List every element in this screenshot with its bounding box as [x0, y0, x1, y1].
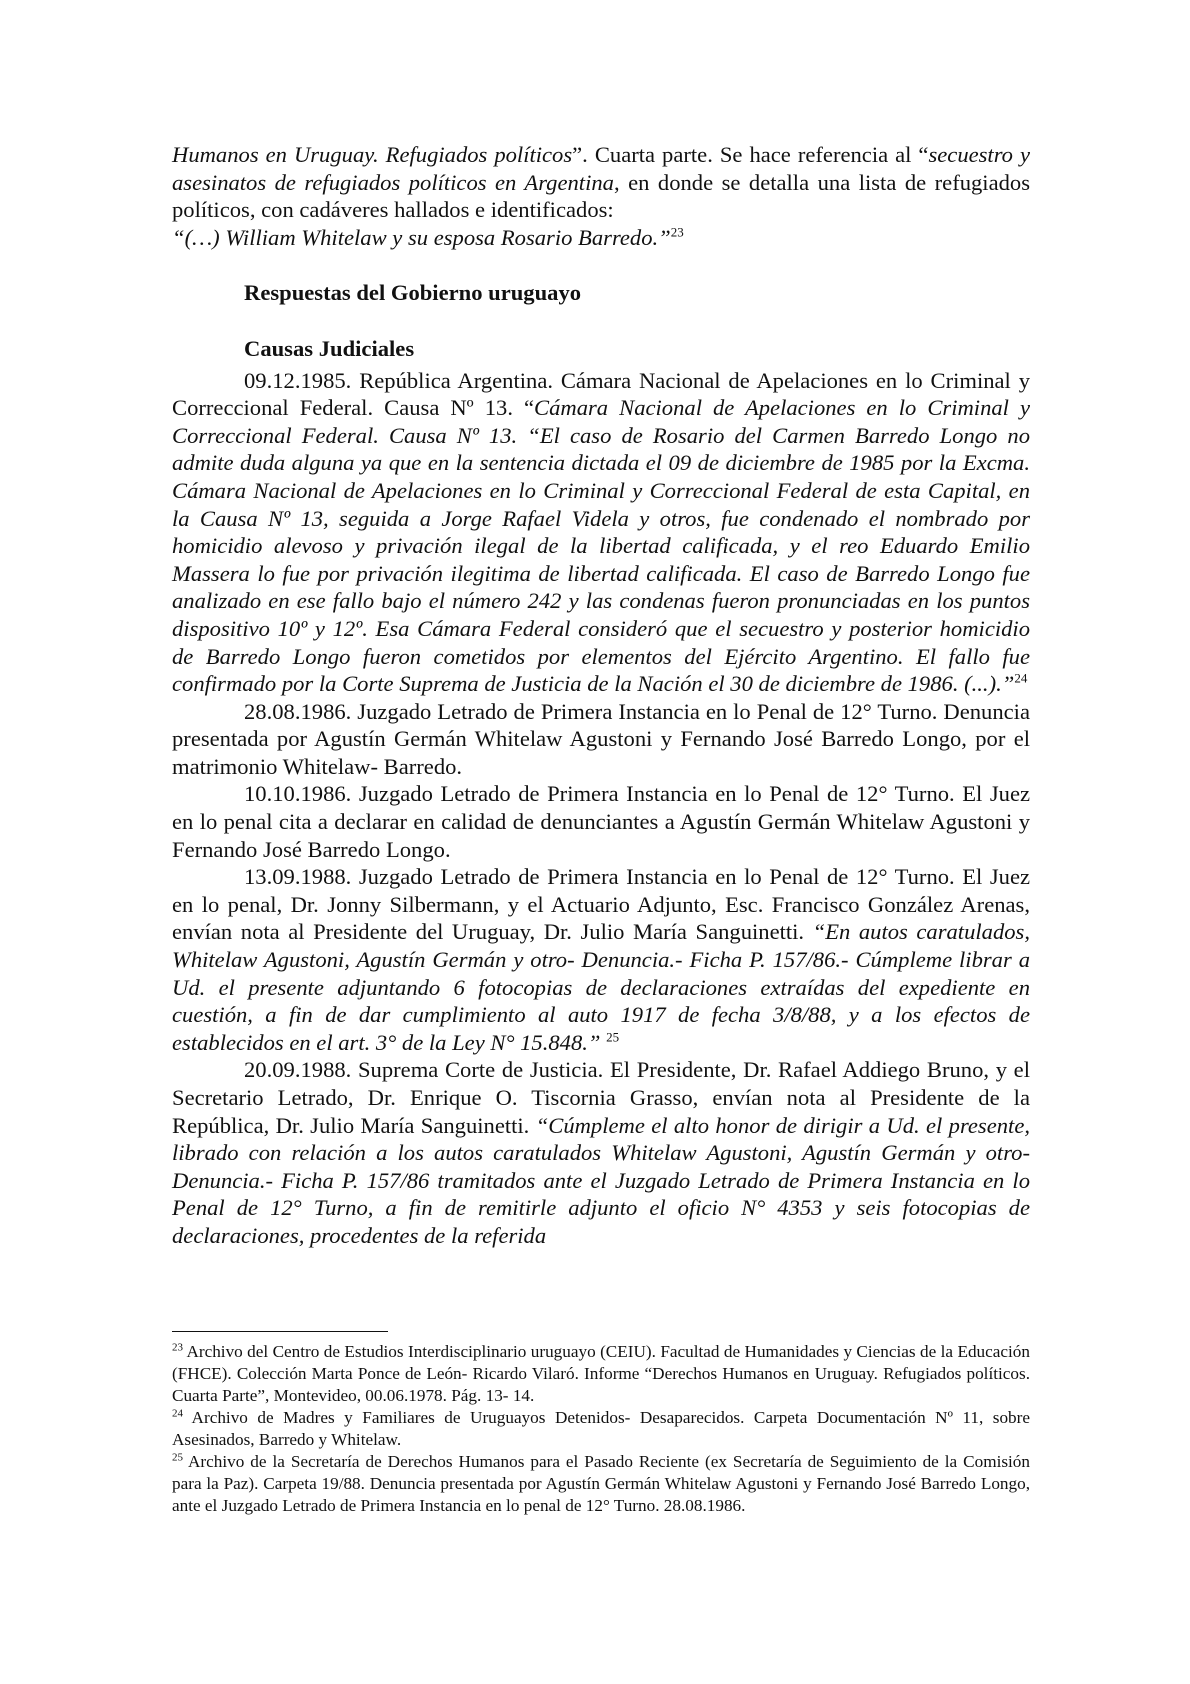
text-run: 13.09.1988. Juzgado Letrado de Primera Instancia en lo Penal de 12° Turno. El Juez en lo penal, Dr. Jonny Silbermann, y el Actuario Adjunto, Esc. Francisco González Arenas, envían nota al Presidente del Uruguay, Dr. Julio María Sanguinetti. — [172, 864, 1030, 945]
text-run: , en donde se detalla una lista de refugiados políticos, con cadáveres hallados e identificados: — [172, 169, 1031, 223]
footnote-24 — [172, 1407, 1030, 1451]
italic-run: Humanos en Uruguay. Refugiados políticos — [172, 142, 573, 167]
section-heading-respuestas: Respuestas del Gobierno uruguayo — [244, 280, 582, 306]
entry-1986-10-10 — [172, 780, 1030, 863]
footnote-ref-24: 24 — [1014, 670, 1028, 686]
intro-paragraph — [172, 141, 1030, 251]
text-run: 10.10.1986. Juzgado Letrado de Primera Instancia en lo Penal de 12° Turno. El Juez en lo penal cita a declarar en calidad de denunciantes a Agustín Germán Whitelaw Agustoni y Fernando José Barredo Longo. — [172, 781, 1030, 862]
footnote-25 — [172, 1451, 1030, 1517]
italic-run: secuestro y asesinatos de refugiados políticos en Argentina — [172, 142, 1030, 195]
footnote-number: 24 — [172, 1407, 183, 1420]
intro-text — [172, 142, 1030, 222]
footnote-number: 23 — [172, 1341, 183, 1354]
footnote-23 — [172, 1341, 1030, 1407]
entry-1985-12-09 — [172, 367, 1030, 698]
footnote-ref-25: 25 — [606, 1029, 620, 1045]
entry-1986-08-28 — [172, 698, 1030, 781]
entry-text — [172, 1057, 1030, 1248]
text-run: 28.08.1986. Juzgado Letrado de Primera Instancia en lo Penal de 12° Turno. Denuncia presentada por Agustín Germán Whitelaw Agustoni y Fernando José Barredo Longo, por el matrimonio Whitelaw- Barredo. — [172, 698, 1030, 779]
entry-1988-09-20 — [172, 1056, 1030, 1249]
italic-run: “En autos caratulados, Whitelaw Agustoni, Agustín Germán y otro- Denuncia.- Ficha P. 157/86.- Cúmpleme librar a Ud. el presente adjuntando 6 fotocopias de declaraciones extraídas del expediente en cuestión, a fin de dar cumplimiento al auto 1917 de fecha 3/8/88, y a los efectos de establecidos en el art. 3° de la Ley N° 15.848.” — [172, 919, 1030, 1055]
footnote-number: 25 — [172, 1451, 183, 1464]
footnote-text: Archivo del Centro de Estudios Interdisciplinario uruguayo (CEIU). Facultad de Humanidades y Ciencias de la Educación (FHCE). Colección Marta Ponce de León- Ricardo Vilaró. Informe “Derechos Humanos en Uruguay. Refugiados políticos. Cuarta Parte”, Montevideo, 00.06.1978. Pág. 13- 14. — [172, 1342, 1030, 1405]
text-run: 09.12.1985. República Argentina. Cámara Nacional de Apelaciones en lo Criminal y Correccional Federal. Causa Nº 13. “ — [172, 367, 1030, 421]
intro-quote: “(…) William Whitelaw y su esposa Rosario Barredo.” — [172, 224, 671, 250]
entry-1988-09-13 — [172, 863, 1030, 1056]
italic-run: Cámara Nacional de Apelaciones en lo Criminal y Correccional Federal. Causa Nº 13. “El caso de Rosario del Carmen Barredo Longo no admite duda alguna ya que en la sentencia dictada el 09 de diciembre de 1985 por la Excma. Cámara Nacional de Apelaciones en lo Criminal y Correccional Federal de esta Capital, en la Causa Nº 13, seguida a Jorge Rafael Videla y otros, fue condenado el nombrado por homicidio alevoso y privación ilegal de la libertad calificada, y el reo Eduardo Emilio Massera lo fue por privación ilegitima de libertad calificada. El caso de Barredo Longo fue analizado en ese fallo bajo el número 242 y las condenas fueron pronunciadas en los puntos dispositivo 10º y 12º. Esa Cámara Federal consideró que el secuestro y posterior homicidio de Barredo Longo fueron cometidos por elementos del Ejército Argentino. El fallo fue confirmado por la Corte Suprema de Justicia de la Nación el 30 de diciembre de 1986. (...).” — [172, 395, 1031, 697]
entry-text — [172, 699, 1030, 779]
footnote-separator — [172, 1331, 388, 1332]
section-heading-causas: Causas Judiciales — [244, 335, 415, 361]
entry-text — [172, 864, 1030, 1055]
footnote-text: Archivo de Madres y Familiares de Uruguayos Detenidos- Desaparecidos. Carpeta Documentación Nº 11, sobre Asesinados, Barredo y Whitelaw. — [172, 1408, 1030, 1449]
footnote-ref-23: 23 — [670, 224, 684, 240]
italic-run: “Cúmpleme el alto honor de dirigir a Ud. el presente, librado con relación a los autos caratulados Whitelaw Agustoni, Agustín Germán y otro- Denuncia.- Ficha P. 157/86 tramitados ante el Juzgado Letrado de Primera Instancia en lo Penal de 12° Turno, a fin de remitirle adjunto el oficio N° 4353 y seis fotocopias de declaraciones, procedentes de la referida — [172, 1112, 1030, 1248]
text-run: 20.09.1988. Suprema Corte de Justicia. El Presidente, Dr. Rafael Addiego Bruno, y el Secretario Letrado, Dr. Enrique O. Tiscornia Grasso, envían nota al Presidente de la República, Dr. Julio María Sanguinetti. — [172, 1057, 1030, 1138]
entry-text — [172, 368, 1030, 697]
footnotes — [172, 1341, 1030, 1517]
footnote-text: Archivo de la Secretaría de Derechos Humanos para el Pasado Reciente (ex Secretaría de Seguimiento de la Comisión para la Paz). Carpeta 19/88. Denuncia presentada por Agustín Germán Whitelaw Agustoni y Fernando José Barredo Longo, ante el Juzgado Letrado de Primera Instancia en lo penal de 12° Turno. 28.08.1986. — [172, 1452, 1030, 1515]
document-page — [172, 141, 1030, 1250]
text-run: ”. Cuarta parte. Se hace referencia al “ — [572, 142, 929, 167]
entry-text — [172, 781, 1030, 861]
